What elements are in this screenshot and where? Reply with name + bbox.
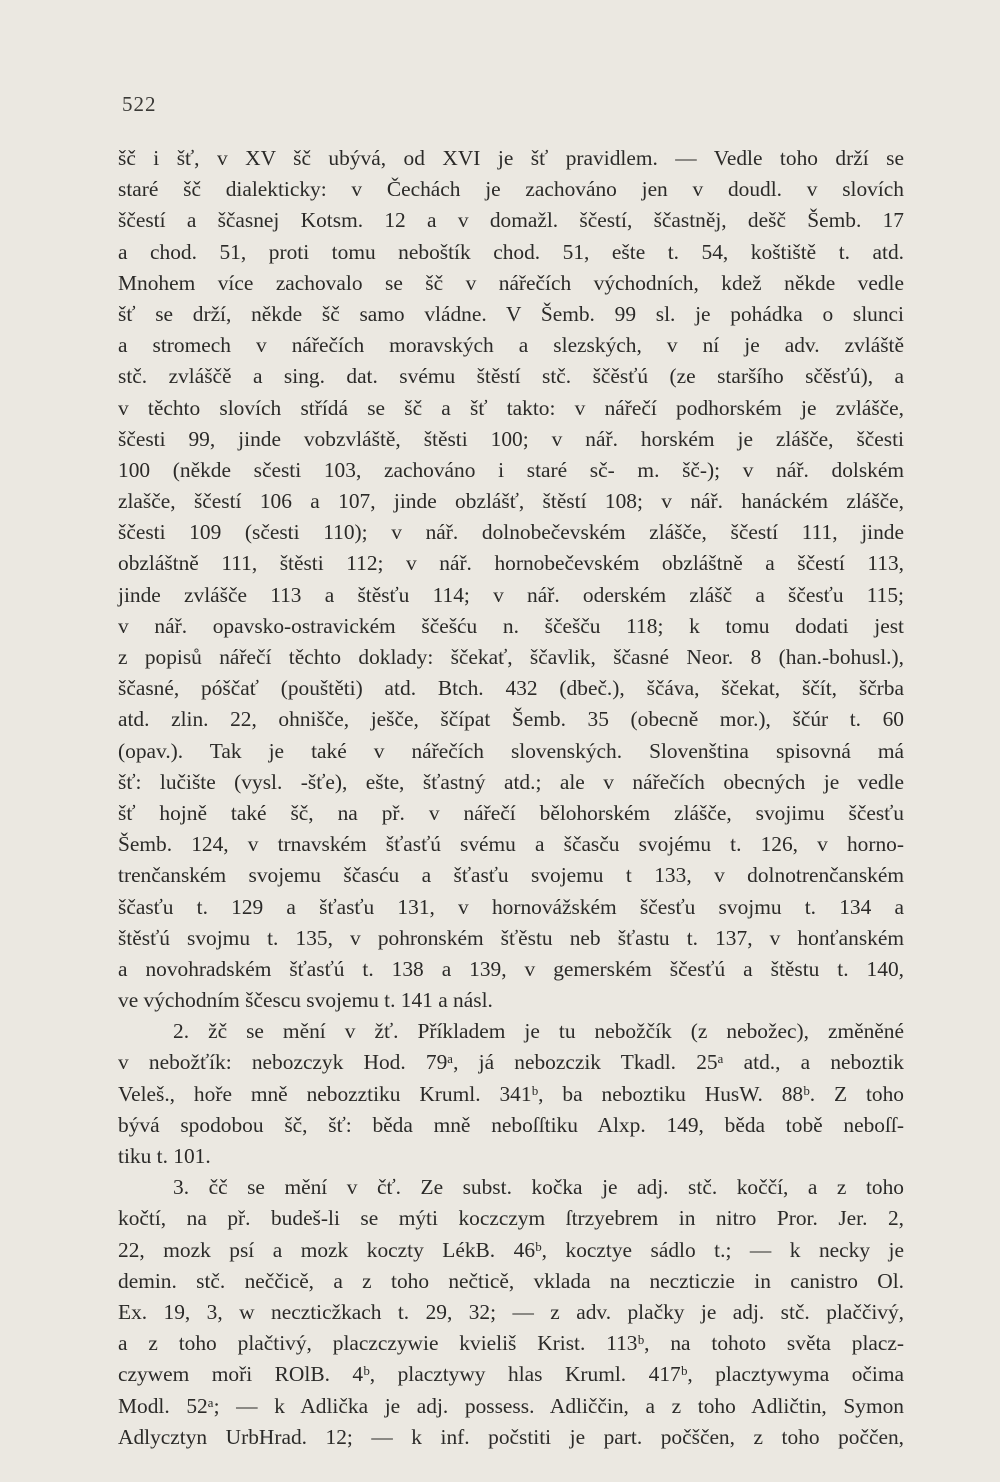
text-line: 22, mozk psí a mozk koczty LékB. 46ᵇ, kocztye sádlo t.; — k necky je: [118, 1237, 904, 1262]
text-line: Mnohem více zachovalo se šč v nářečích východních, kdež někde vedle: [118, 270, 904, 295]
text-line: Veleš., hoře mně nebozztiku Kruml. 341ᵇ, ba neboztiku HusW. 88ᵇ. Z toho: [118, 1081, 904, 1106]
text-line: 100 (někde sčesti 103, zachováno i staré sč- m. šč-); v nář. dolském: [118, 457, 904, 482]
text-line: v těchto slovích střídá se šč a šť takto: v nářečí podhorském je zvlášče,: [118, 395, 904, 420]
text-line: atd. zlin. 22, ohnišče, ješče, ščípat Šemb. 35 (obecně mor.), ščúr t. 60: [118, 707, 904, 732]
text-line: demin. stč. neččicě, a z toho nečticě, vklada na neczticzie in canistro Ol.: [118, 1268, 904, 1293]
text-line: v nář. opavsko-ostravickém ščešću n. ščešču 118; k tomu dodati jest: [118, 613, 904, 638]
text-line: a stromech v nářečích moravských a slezských, v ní je adv. zvláště: [118, 333, 904, 358]
body-text: [118, 143, 904, 1453]
text-line: a z toho plačtivý, placzczywie kvieliš Krist. 113ᵇ, na tohoto světa placz-: [118, 1331, 904, 1356]
text-line: jinde zvlášče 113 a štěsťu 114; v nář. oderském zlášč a ščesťu 115;: [118, 582, 904, 607]
text-line: zlašče, ščestí 106 a 107, jinde obzlášť, štěstí 108; v nář. hanáckém zlášče,: [118, 489, 904, 514]
text-line: Modl. 52ᵃ; — k Adlička je adj. possess. Adliččin, a z toho Adličtin, Symon: [118, 1393, 904, 1418]
text-line: obzláštně 111, štěsti 112; v nář. hornobečevském obzláštně a ščestí 113,: [118, 551, 904, 576]
text-line: a novohradském šťasťú t. 138 a 139, v gemerském ščesťú a štěstu t. 140,: [118, 956, 904, 981]
text-line: ščasné, póščať (pouštěti) atd. Btch. 432 (dbeč.), ščáva, ščekat, ščít, ščrba: [118, 676, 904, 701]
text-line: šč i šť, v XV šč ubývá, od XVI je šť pravidlem. — Vedle toho drží se: [118, 146, 904, 170]
text-line: stč. zvláščě a sing. dat. svému štěstí stč. ščěsťú (ze staršího sčěsťú), a: [118, 364, 904, 389]
text-line: staré šč dialekticky: v Čechách je zachováno jen v doudl. v slovích: [118, 177, 904, 202]
text-line: ščasťu t. 129 a šťasťu 131, v hornovážském ščesťu svojmu t. 134 a: [118, 894, 904, 919]
text-line: kočtí, na př. budeš-li se mýti koczczym ſtrzyebrem in nitro Pror. Jer. 2,: [118, 1206, 904, 1231]
text-line: Adlycztyn UrbHrad. 12; — k inf. počstiti je part. počščen, z toho poččen,: [118, 1424, 904, 1449]
text-line: trenčanském svojemu ščasću a šťasťu svojemu t 133, v dolnotrenčanském: [118, 863, 904, 888]
text-line: a chod. 51, proti tomu neboštík chod. 51, ešte t. 54, koštiště t. atd.: [118, 239, 904, 264]
text-line: z popisů nářečí těchto doklady: ščekať, ščavlik, ščasné Neor. 8 (han.-bohusl.),: [118, 645, 904, 669]
text-line: v nebožťík: nebozczyk Hod. 79ᵃ, já nebozczik Tkadl. 25ᵃ atd., a neboztik: [118, 1050, 904, 1075]
text-line: tiku t. 101.: [118, 1144, 211, 1168]
text-line: šť se drží, někde šč samo vládne. V Šemb. 99 sl. je pohádka o slunci: [118, 301, 904, 326]
text-line: 2. žč se mění v žť. Příkladem je tu nebožčík (z nebožec), změněné: [173, 1019, 904, 1044]
text-line: ščestí a ščasnej Kotsm. 12 a v domažl. ščestí, ščastněj, dešč Šemb. 17: [118, 208, 904, 233]
text-line: bývá spodobou šč, šť: běda mně neboſſtiku Alxp. 149, běda tobě neboſſ-: [118, 1112, 904, 1137]
text-line: ščesti 99, jinde vobzvláště, štěsti 100; v nář. horském je zlášče, ščesti: [118, 426, 904, 451]
text-line: Ex. 19, 3, w neczticžkach t. 29, 32; — z adv. plačky je adj. stč. plaččivý,: [118, 1299, 904, 1324]
text-line: (opav.). Tak je také v nářečích slovenských. Slovenština spisovná má: [118, 738, 904, 763]
text-line: šť hojně také šč, na př. v nářečí bělohorském zlášče, svojimu ščesťu: [118, 800, 904, 825]
text-line: štěsťú svojmu t. 135, v pohronském šťěstu neb šťastu t. 137, v honťanském: [118, 925, 904, 950]
text-line: ščesti 109 (sčesti 110); v nář. dolnobečevském zlášče, ščestí 111, jinde: [118, 520, 904, 545]
text-line: ve východním ščescu svojemu t. 141 a násl.: [118, 988, 493, 1013]
page-number: 522: [122, 92, 157, 116]
text-line: czywem moři ROlB. 4ᵇ, placztywy hlas Kruml. 417ᵇ, placztywyma očima: [118, 1362, 904, 1387]
text-line: 3. čč se mění v čť. Ze subst. kočka je adj. stč. koččí, a z toho: [173, 1175, 904, 1200]
text-line: Šemb. 124, v trnavském šťasťú svému a ščasču svojému t. 126, v horno-: [118, 832, 904, 857]
text-line: šť: lučište (vysl. -šťe), ešte, šťastný atd.; ale v nářečích obecných je vedle: [118, 769, 904, 794]
